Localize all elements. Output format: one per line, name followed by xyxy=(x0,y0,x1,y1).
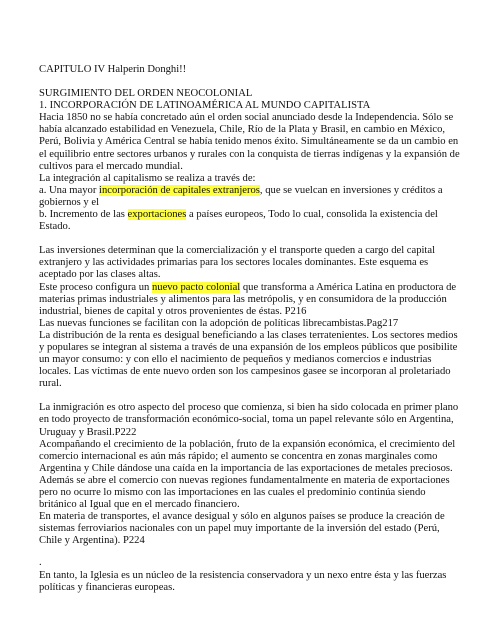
separator-dot: . xyxy=(39,557,42,569)
immigration-paragraph: La inmigración es otro aspecto del proceso que comienza, si bien ha sido colocada en primer plano en todo proyecto de transformación económico-social, toma un papel relevante sólo en Argentina, Uruguay y Brasil.P222 xyxy=(39,402,459,438)
highlight-nuevo-pacto: nuevo pacto colonial xyxy=(151,281,241,293)
subsection-title: 1. INCORPORACIÓN DE LATINOAMÉRICA AL MUNDO CAPITALISTA xyxy=(39,100,371,112)
highlight-capitales: incorporación de capitales extranjeros xyxy=(99,184,260,196)
chapter-heading: CAPITULO IV Halperin Donghi!! xyxy=(39,64,187,75)
intro-paragraph: Hacia 1850 no se había concretado aún el orden social anunciado desde la Independencia. Sólo se había alcanzado estabilidad en Venezuela, Chile, Río de la Plata y Brasil, en cambio en México, Perú, Bolivia y América Central se había tenido menos éxito. Simultáneamente se da un cambio en el equilibrio entre sectores urbanos y rurales con la conquista de tierras indígenas y la expansión de cultivos para el mercado mundial. xyxy=(39,112,460,172)
section-title: SURGIMIENTO DEL ORDEN NEOCOLONIAL xyxy=(39,88,253,100)
transport-paragraph: En materia de transportes, el avance desigual y sólo en algunos países se produce la creación de sistemas ferroviarios nacionales con un papel muy importante de la inversión del estado (Perú, Chile y Argentina). P224 xyxy=(39,511,445,547)
population-paragraph: Acompañando el crecimiento de la población, fruto de la expansión económica, el crecimiento del comercio internacional es aún más rápido; el aumento se concentra en zonas marginales como Argentina y Chile dándose una caída en la importancia de las exportaciones de metales preciosos. Además se abre el comercio con nuevas regiones fundamentalmente en materia de exportaciones pero no ocurre lo mismo con las importaciones en las cuales el predominio continúa siendo británico al Igual que en el mercado financiero. xyxy=(39,438,456,511)
integration-lead: La integración al capitalismo se realiza a través de: xyxy=(39,172,256,184)
functions-paragraph: Las nuevas funciones se facilitan con la adopción de políticas librecambistas.Pag217 xyxy=(39,317,399,329)
investments-paragraph: Las inversiones determinan que la comercialización y el transporte queden a cargo del capital extranjero y las actividades primarias para los sectores locales dominantes. Este esquema es aceptado por las clases altas. xyxy=(39,245,436,281)
church-paragraph: En tanto, la Iglesia es un núcleo de la resistencia conservadora y un nexo entre ésta y las fuerzas políticas y financieras europeas. xyxy=(39,569,447,593)
list-item-b: b. Incremento de las exportaciones a países europeos, Todo lo cual, consolida la existencia del Estado. xyxy=(39,209,438,233)
document-body xyxy=(39,64,464,594)
pact-paragraph: Este proceso configura un nuevo pacto colonial que transforma a América Latina en productora de materias primas industriales y alimentos para las metrópolis, y en consumidora de la producción industrial, bienes de capital y otros provenientes de éstas. P216 xyxy=(39,281,457,317)
income-paragraph: La distribución de la renta es desigual beneficiando a las clases terratenientes. Los sectores medios y populares se integran al sistema a través de una expansión de los empleos públicos que posibilite un mayor consumo: y con ello el nacimiento de pequeños y medianos comercios e industrias locales. Las víctimas de ente nuevo orden son los campesinos gasee se incorporan al proletariado rural. xyxy=(39,329,458,390)
highlight-exportaciones: exportaciones xyxy=(127,209,187,221)
list-item-a: a. Una mayor incorporación de capitales extranjeros, que se vuelcan en inversiones y créditos a gobiernos y el xyxy=(39,184,443,208)
